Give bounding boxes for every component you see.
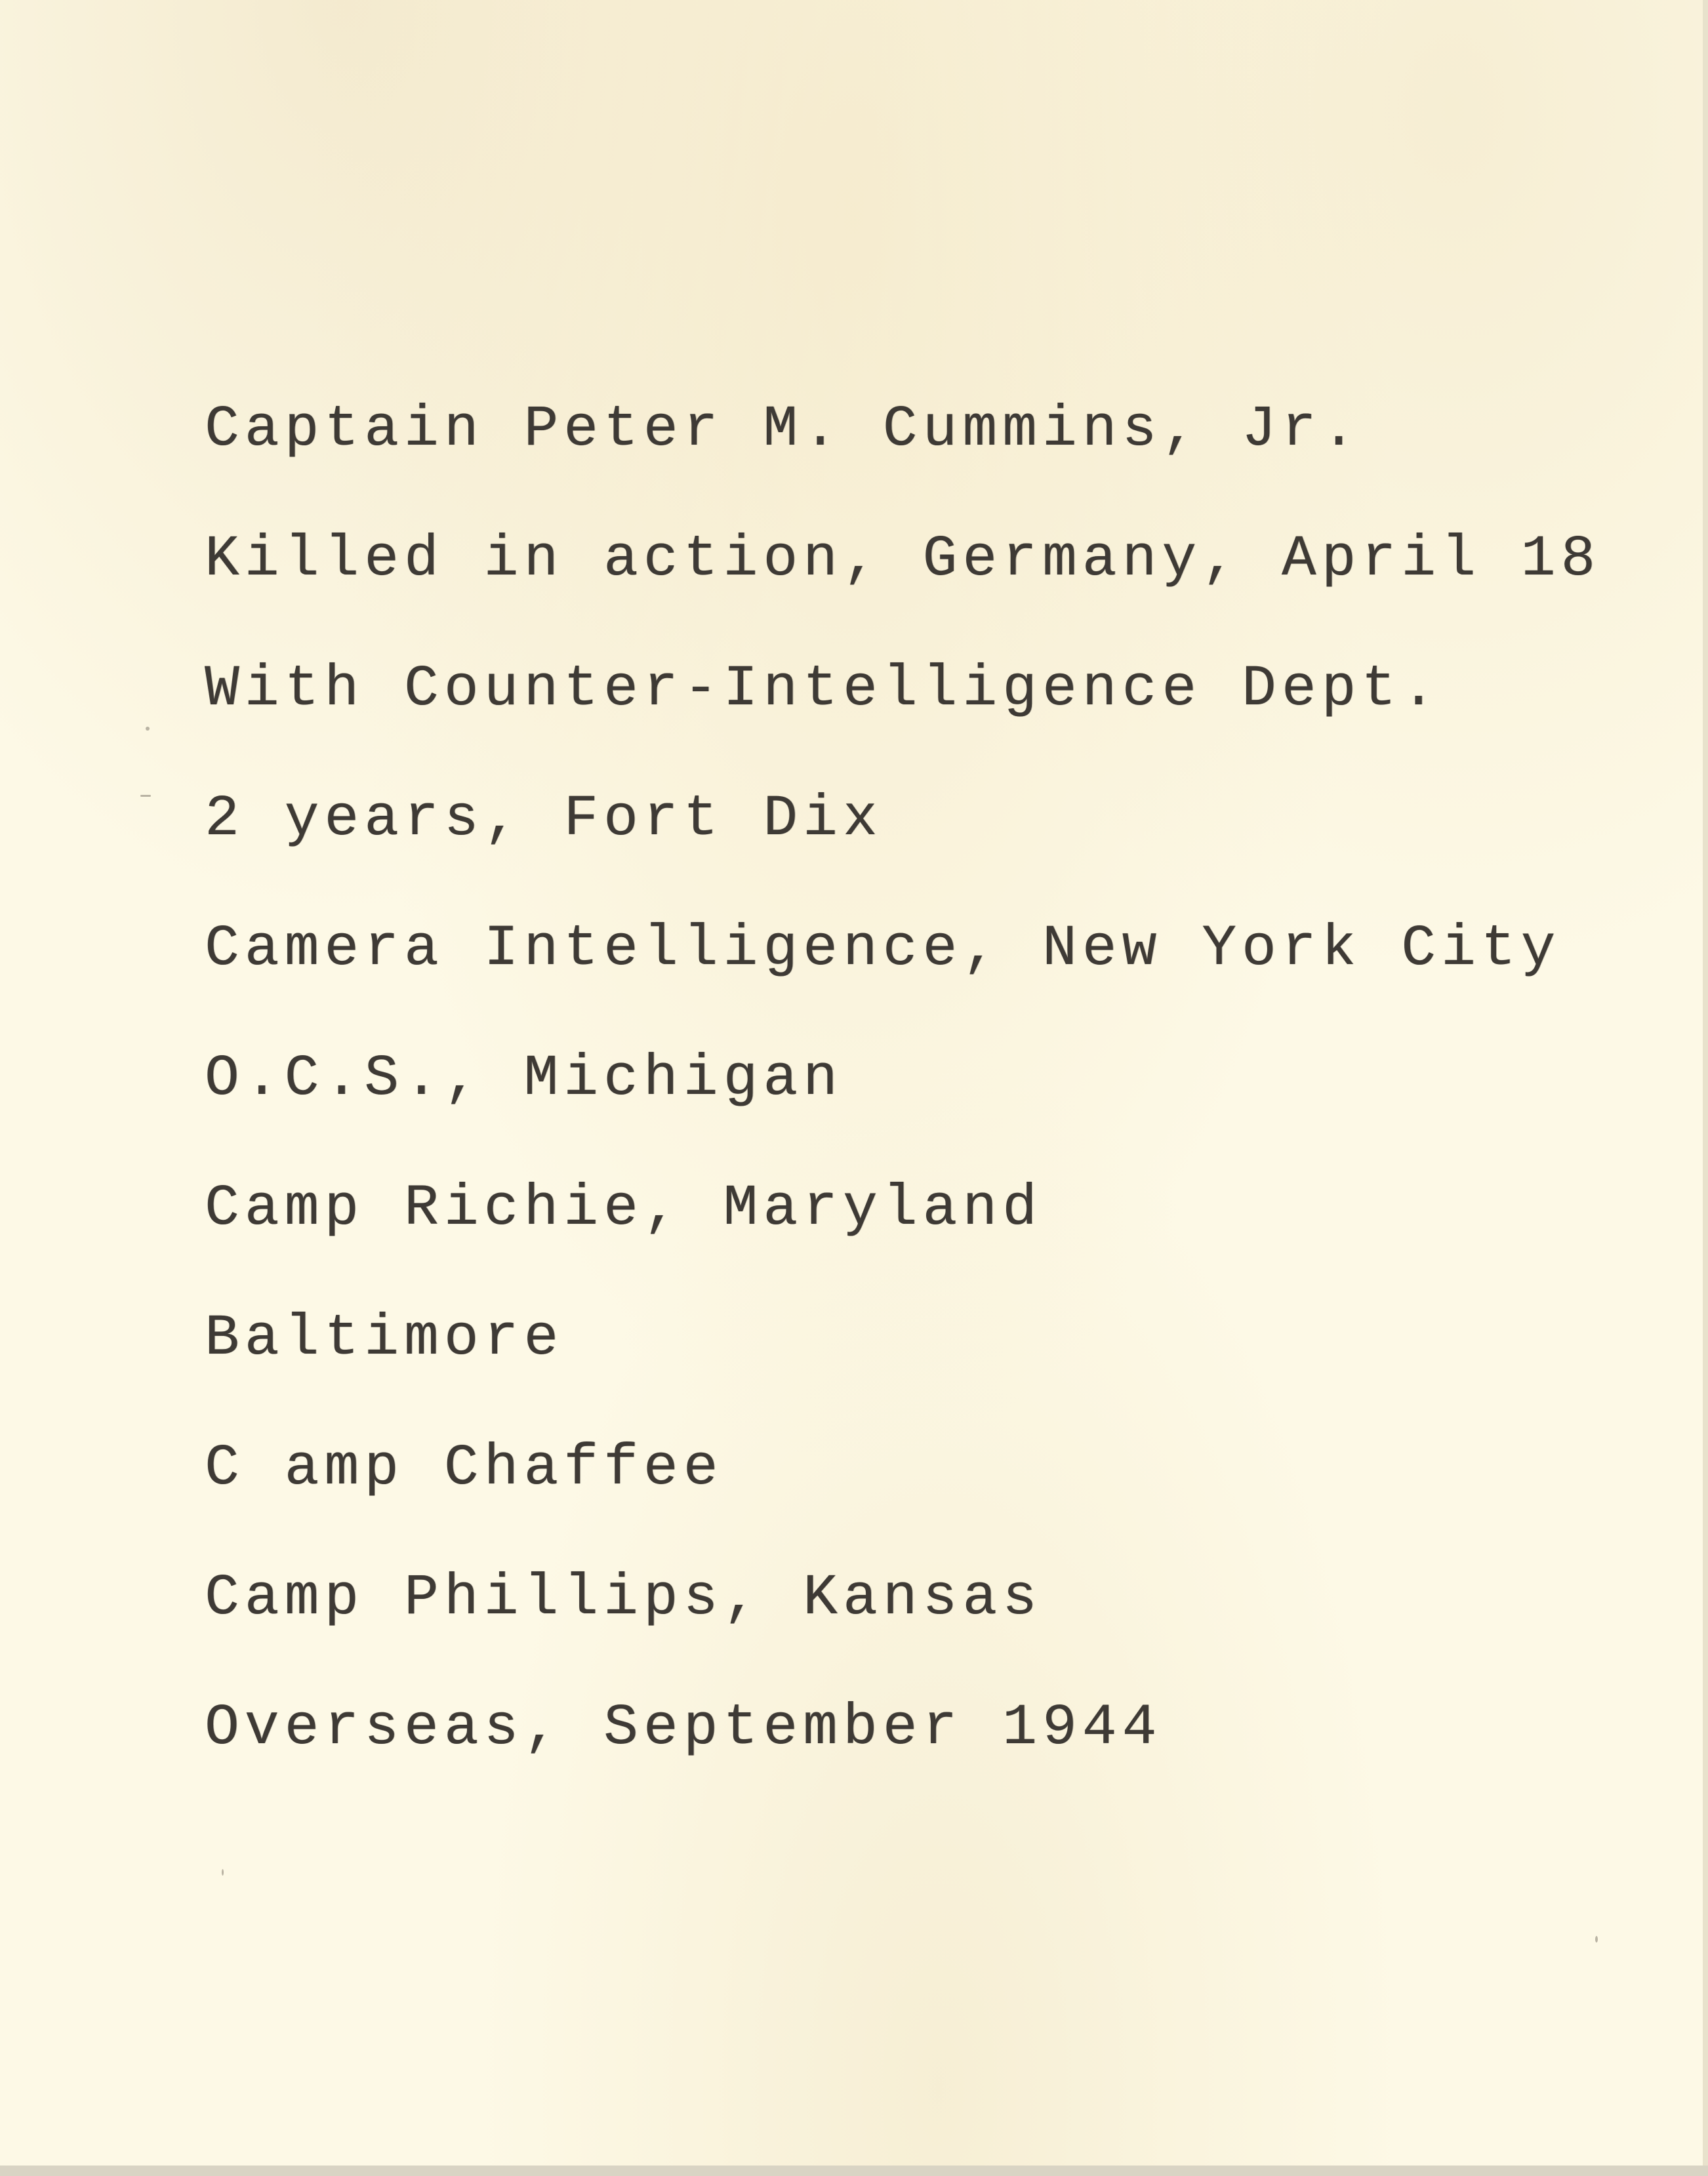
name-line: Captain Peter M. Cummins, Jr.	[205, 397, 1362, 462]
page-edge-right	[1703, 0, 1708, 2176]
typed-entry-list	[205, 397, 1601, 1830]
camp-chaffee-line: C amp Chaffee	[205, 1436, 723, 1501]
camp-richie-line: Camp Richie, Maryland	[205, 1177, 1042, 1241]
ocs-line: O.C.S., Michigan	[205, 1047, 843, 1112]
page-edge-bottom	[0, 2166, 1708, 2176]
camera-intelligence-line: Camera Intelligence, New York City	[205, 917, 1561, 982]
ink-speck	[140, 795, 151, 797]
ink-speck	[1595, 1936, 1598, 1943]
ink-speck	[146, 727, 150, 731]
overseas-line: Overseas, September 1944	[205, 1696, 1162, 1761]
camp-phillips-line: Camp Phillips, Kansas	[205, 1566, 1042, 1631]
baltimore-line: Baltimore	[205, 1306, 564, 1371]
ink-speck	[222, 1869, 224, 1876]
department-line: With Counter-Intelligence Dept.	[205, 657, 1442, 722]
fort-dix-line: 2 years, Fort Dix	[205, 787, 883, 852]
killed-in-action-line: Killed in action, Germany, April 18	[205, 527, 1601, 592]
